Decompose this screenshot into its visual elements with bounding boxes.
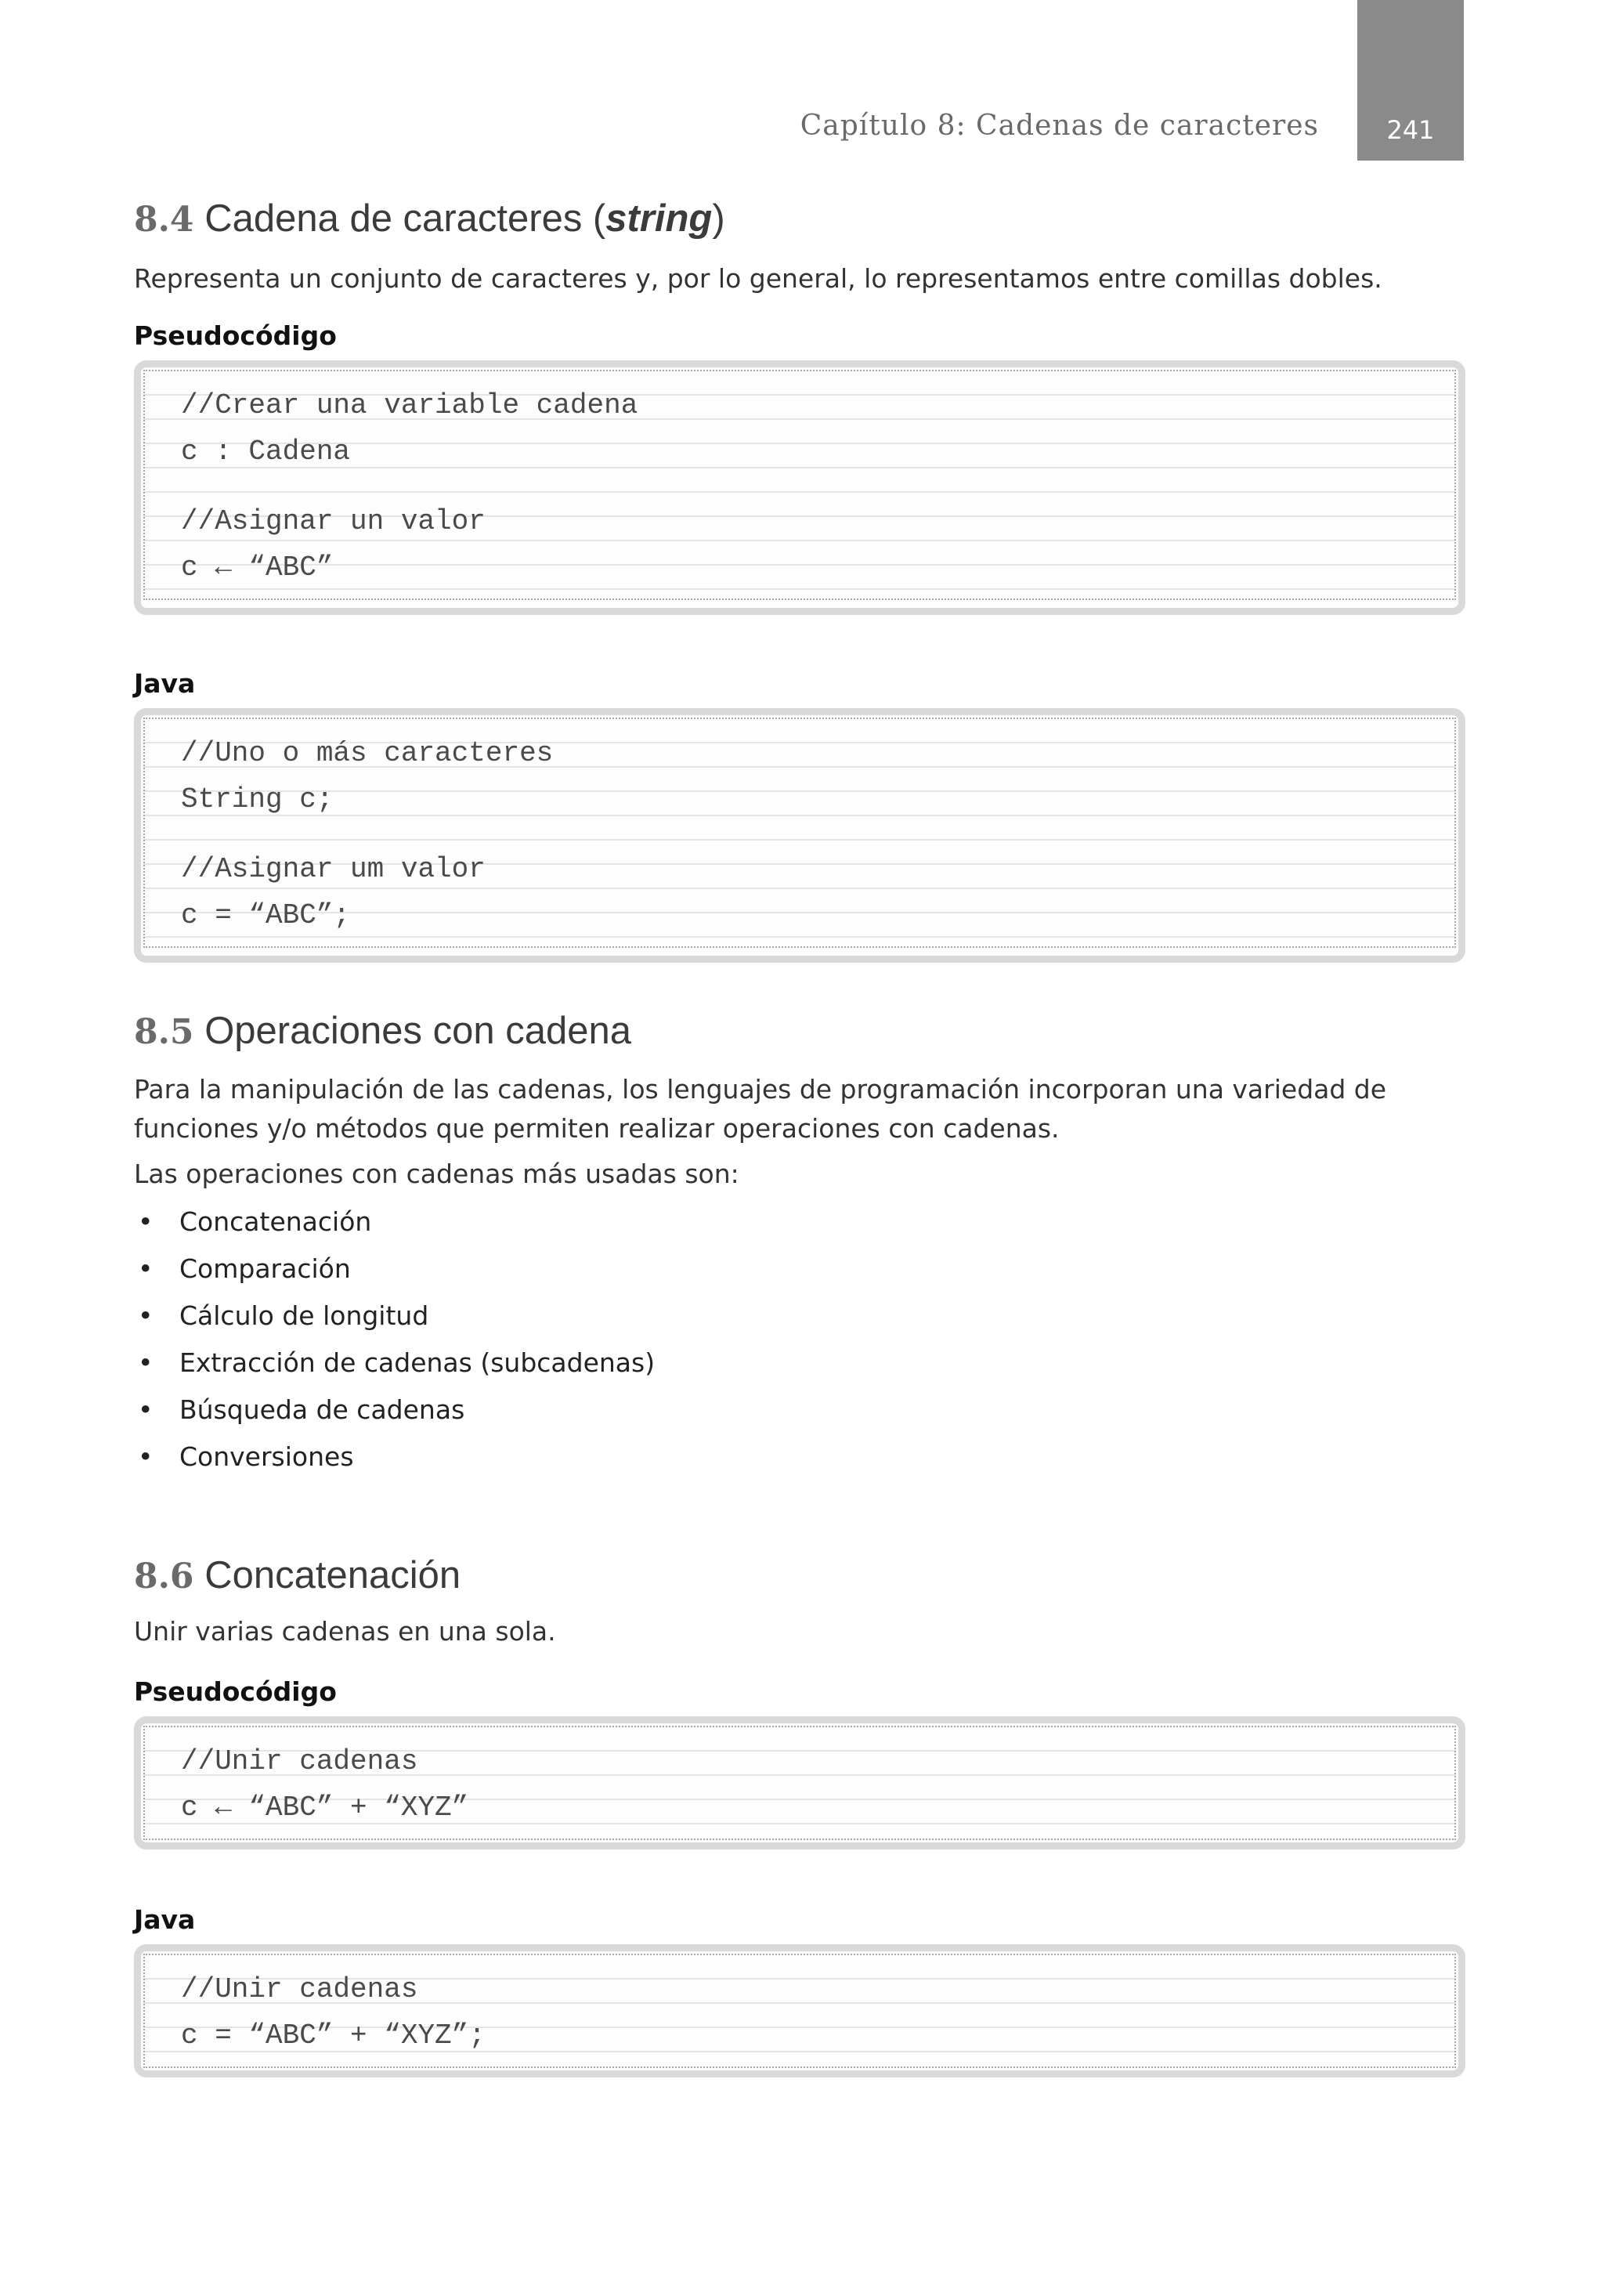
code-line: String c; xyxy=(181,783,334,815)
java-label: Java xyxy=(134,1904,196,1936)
section-title-end: ) xyxy=(712,197,725,240)
section-8-6-heading xyxy=(134,1553,1465,1599)
page-number-tab xyxy=(1357,0,1464,161)
section-8-5-intro: Las operaciones con cadenas más usadas son: xyxy=(134,1158,739,1189)
code-area xyxy=(143,718,1456,948)
section-title-emphasis: string xyxy=(605,197,713,240)
section-8-4-description: Representa un conjunto de caracteres y, por lo general, lo representamos entre comillas dobles. xyxy=(134,262,1382,294)
page-content xyxy=(134,196,1465,2077)
list-item: • Cálculo de longitud xyxy=(138,1300,429,1331)
list-item: • Comparación xyxy=(138,1253,351,1284)
list-item: • Extracción de cadenas (subcadenas) xyxy=(138,1347,656,1378)
code-line: //Asignar um valor xyxy=(181,852,486,885)
code-line: c = “ABC”; xyxy=(181,899,351,931)
code-line: //Crear una variable cadena xyxy=(181,389,638,421)
code-line: //Uno o más caracteres xyxy=(181,736,554,769)
java-code-box xyxy=(134,1944,1465,2077)
code-line: //Asignar un valor xyxy=(181,504,486,537)
section-title: Concatenación xyxy=(204,1553,461,1596)
java-code-box xyxy=(134,708,1465,963)
code-line: c ← “ABC” + “XYZ” xyxy=(181,1792,469,1824)
section-8-6-description: Unir varias cadenas en una sola. xyxy=(134,1616,556,1647)
pseudocode-label: Pseudocódigo xyxy=(134,1676,337,1708)
section-8-5-paragraph: Para la manipulación de las cadenas, los lenguajes de programación incorporan una variedad de funciones y/o métodos que permiten realizar operaciones con cadenas. xyxy=(134,1073,1387,1144)
section-title: Operaciones con cadena xyxy=(204,1009,632,1052)
code-area xyxy=(143,1954,1456,2068)
list-item: • Búsqueda de cadenas xyxy=(138,1394,465,1425)
code-line: c = “ABC” + “XYZ”; xyxy=(181,2019,486,2052)
section-title: Cadena de caracteres ( xyxy=(204,197,606,240)
code-line: c ← “ABC” xyxy=(181,551,334,584)
java-label: Java xyxy=(134,667,196,699)
code-area xyxy=(143,1726,1456,1840)
section-number: 8.4 xyxy=(134,200,194,240)
page-number: 241 xyxy=(1386,115,1435,145)
list-item: • Concatenación xyxy=(138,1206,372,1237)
pseudocode-box xyxy=(134,360,1465,615)
pseudocode-label: Pseudocódigo xyxy=(134,320,337,351)
code-line: c : Cadena xyxy=(181,435,351,468)
page-header xyxy=(0,0,1604,161)
section-8-4-heading xyxy=(134,196,1465,242)
section-number: 8.5 xyxy=(134,1011,194,1052)
list-item: • Conversiones xyxy=(138,1441,354,1472)
chapter-title: Capítulo 8: Cadenas de caracteres xyxy=(800,110,1319,142)
pseudocode-box xyxy=(134,1716,1465,1849)
code-line: //Unir cadenas xyxy=(181,1745,418,1778)
section-8-5-heading xyxy=(134,1008,1465,1054)
code-area xyxy=(143,370,1456,600)
code-line: //Unir cadenas xyxy=(181,1973,418,2006)
section-number: 8.6 xyxy=(134,1556,194,1596)
operations-list xyxy=(134,1199,1465,1481)
